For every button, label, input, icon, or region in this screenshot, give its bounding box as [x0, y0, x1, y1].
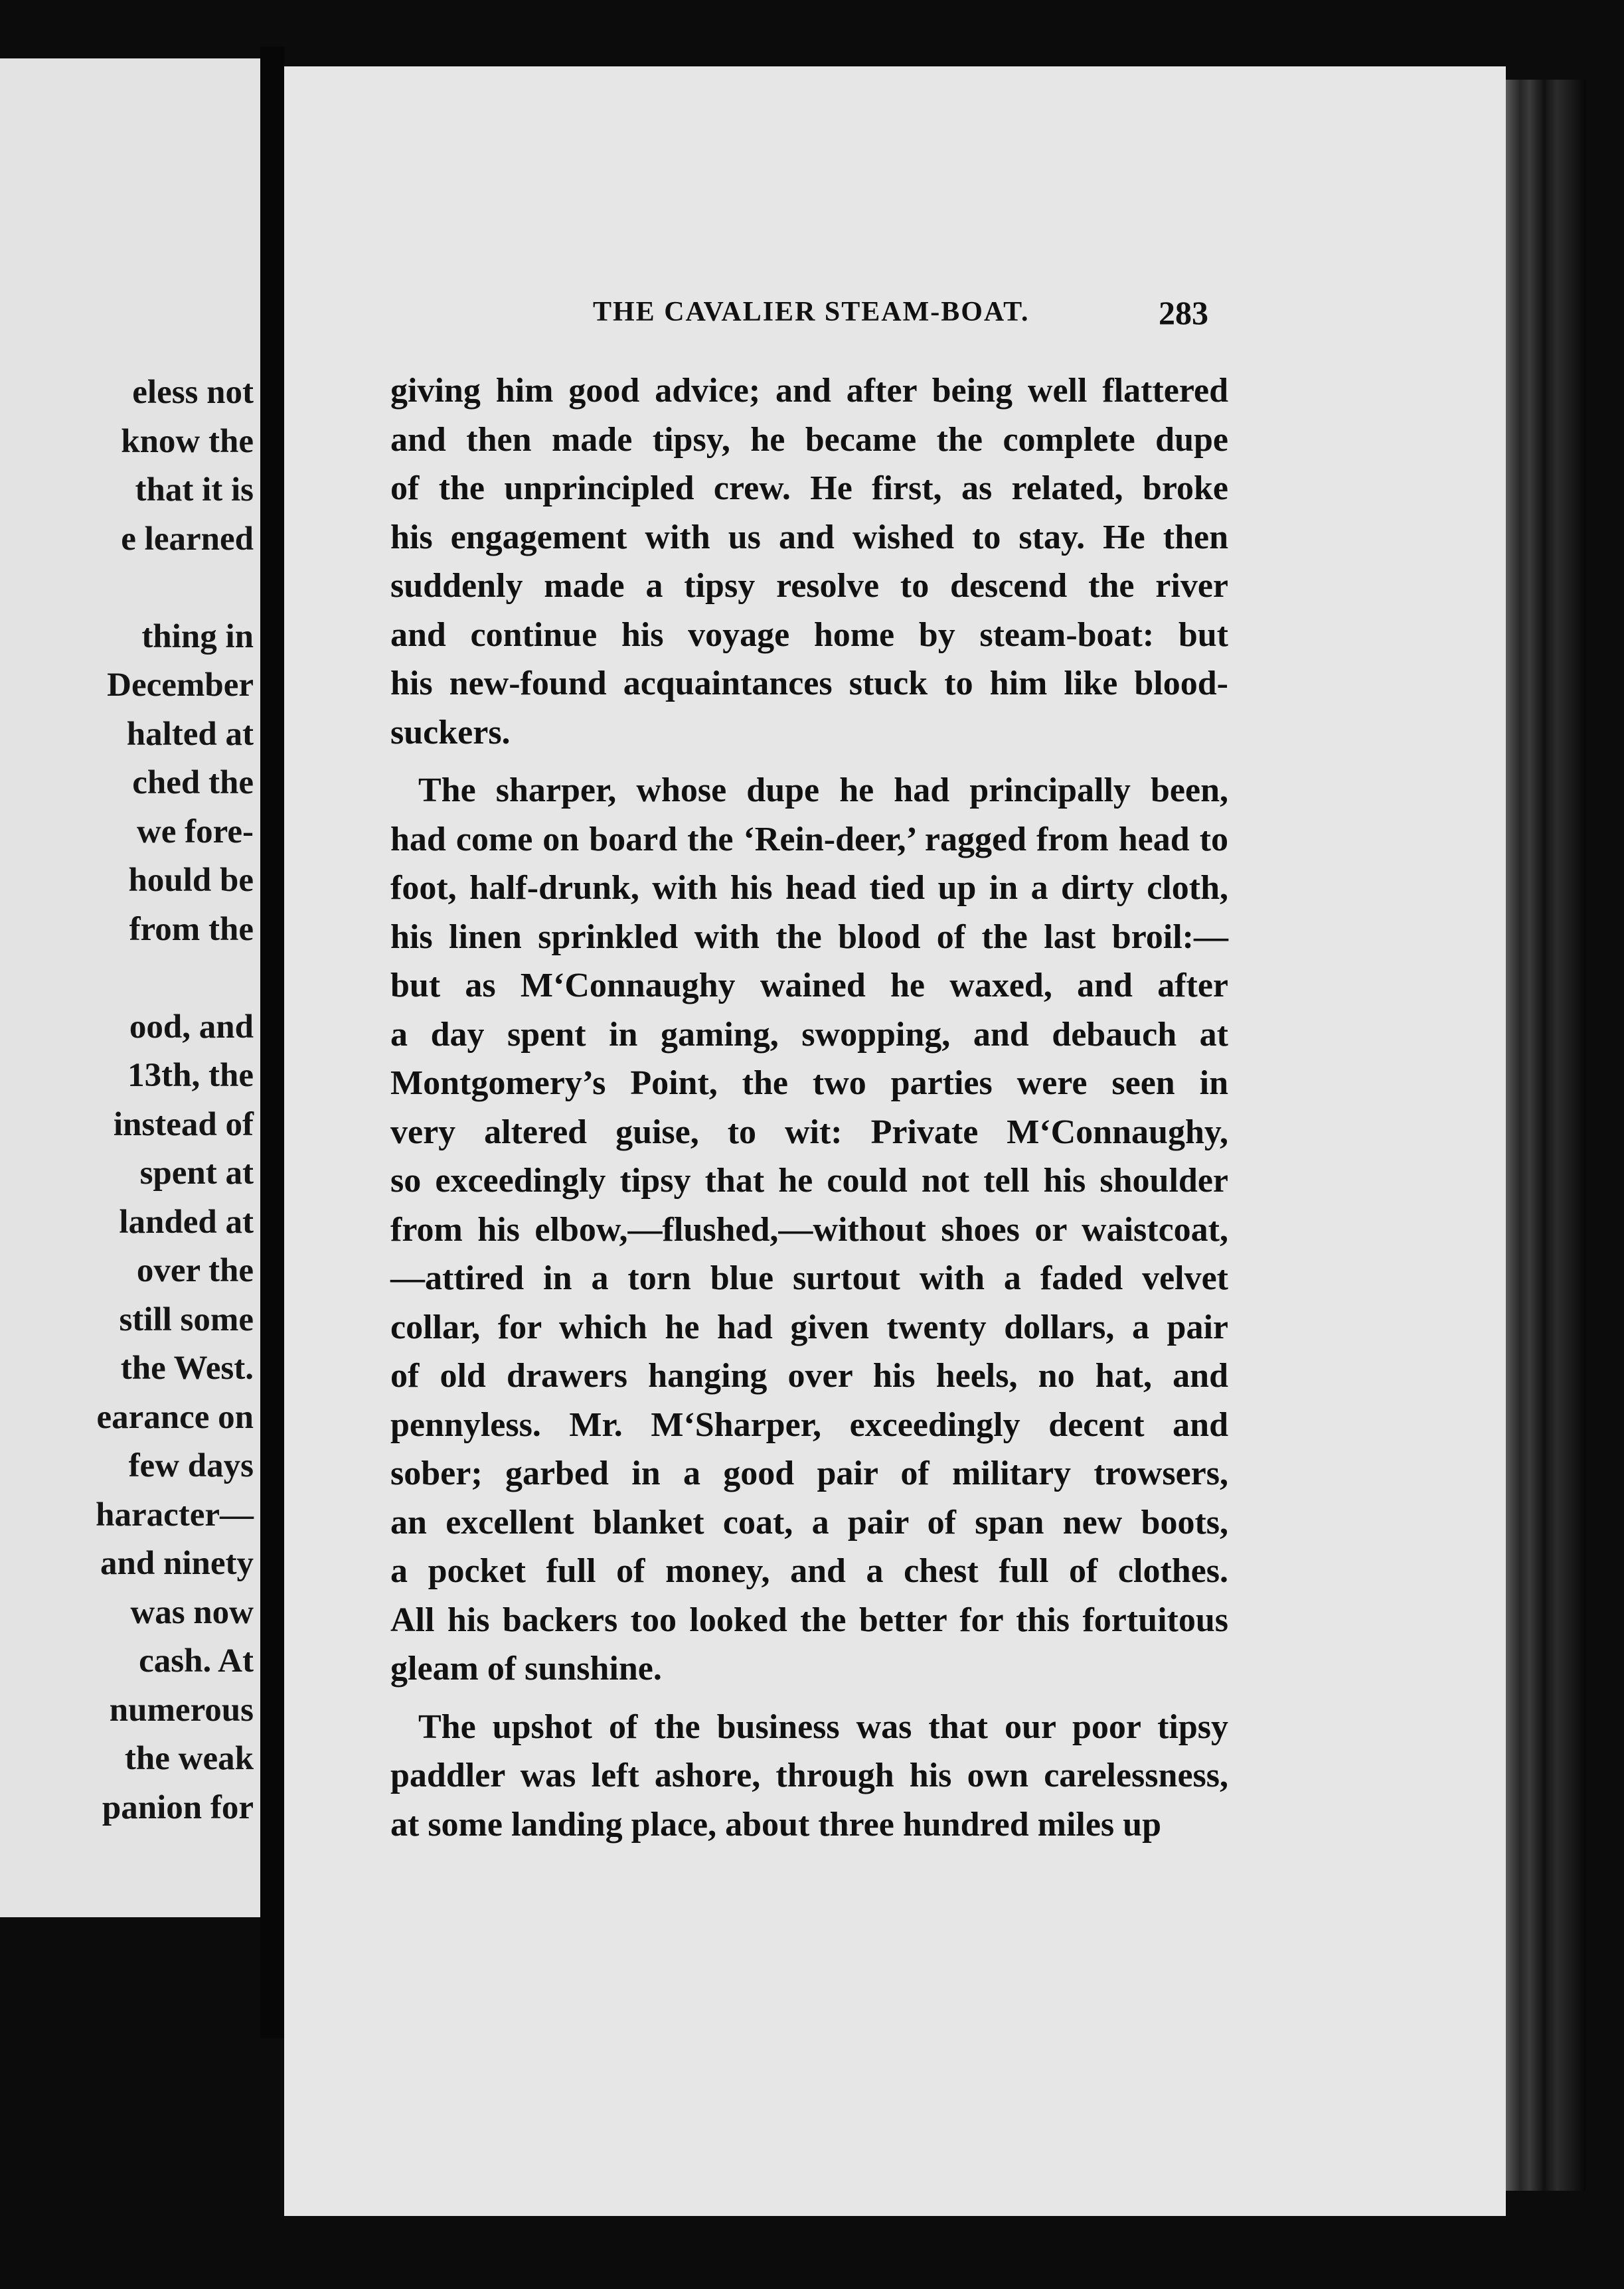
facing-page-line: earance on	[96, 1398, 254, 1436]
facing-page-line: from the	[129, 910, 254, 948]
facing-page-line: ood, and	[129, 1008, 254, 1046]
facing-page-line: we fore-	[136, 813, 254, 850]
text-line: foot, half-drunk, with his head tied up in a dirty cloth,	[390, 869, 1228, 907]
facing-page-line: instead of	[113, 1105, 254, 1143]
text-line: from his elbow,—flushed,—without shoes or waistcoat,	[390, 1210, 1228, 1249]
text-line: of the unprincipled crew. He first, as related, broke	[390, 469, 1228, 507]
facing-page-line: numerous	[109, 1691, 254, 1729]
facing-page-line: panion for	[102, 1788, 254, 1826]
facing-page-line: thing in	[141, 617, 254, 655]
text-line: but as M‘Connaughy wained he waxed, and after	[390, 967, 1228, 1004]
facing-page-line: 13th, the	[127, 1057, 254, 1094]
text-line: Montgomery’s Point, the two parties were seen in	[390, 1064, 1228, 1102]
text-line: giving him good advice; and after being well flattered	[390, 372, 1228, 410]
facing-page-line: December	[107, 667, 254, 704]
text-line: suckers.	[390, 713, 511, 751]
text-line: suddenly made a tipsy resolve to descend the river	[390, 567, 1228, 605]
facing-page-left	[0, 58, 260, 1917]
facing-page-line: that it is	[135, 471, 254, 509]
text-line: a day spent in gaming, swopping, and debauch at	[390, 1015, 1228, 1054]
text-line: sober; garbed in a good pair of military trowsers,	[390, 1455, 1228, 1492]
text-line: his new-found acquaintances stuck to him like blood-	[390, 665, 1228, 702]
facing-page-line: halted at	[126, 715, 254, 753]
text-line: —attired in a torn blue surtout with a faded velvet	[390, 1259, 1228, 1297]
text-line: had come on board the ‘Rein-deer,’ ragged from head to	[390, 820, 1228, 858]
facing-page-line: landed at	[119, 1203, 254, 1241]
facing-page-line: spent at	[139, 1154, 254, 1192]
text-line: and continue his voyage home by steam-boat: but	[390, 615, 1228, 654]
text-line: his engagement with us and wished to stay. He then	[390, 518, 1228, 556]
text-line: collar, for which he had given twenty dollars, a pair	[390, 1308, 1228, 1346]
facing-page-line: the weak	[124, 1740, 254, 1777]
text-line: paddler was left ashore, through his own carelessness,	[390, 1757, 1228, 1794]
paragraph-gap	[390, 1694, 1228, 1703]
text-line: The upshot of the business was that our poor tipsy	[418, 1707, 1228, 1746]
text-line: his linen sprinkled with the blood of the last broil:—	[390, 917, 1228, 956]
facing-page-line: still some	[119, 1301, 254, 1338]
text-line: pennyless. Mr. M‘Sharper, exceedingly decent and	[390, 1405, 1228, 1444]
facing-page-line: eless not	[132, 374, 254, 411]
facing-page-line: and ninety	[100, 1545, 254, 1582]
page-edge-shadow	[1506, 80, 1585, 2191]
facing-page-line: the West.	[120, 1350, 254, 1387]
text-line: gleam of sunshine.	[390, 1650, 662, 1688]
text-line: All his backers too looked the better for this fortuitous	[390, 1601, 1228, 1639]
body-text	[390, 366, 1228, 1849]
book-gutter	[260, 46, 284, 2038]
text-line: a pocket full of money, and a chest full of clothes.	[390, 1552, 1228, 1590]
text-line: The sharper, whose dupe he had principally been,	[418, 771, 1228, 809]
facing-page-line: haracter—	[96, 1496, 254, 1534]
paragraph	[390, 766, 1228, 1694]
running-header-title: THE CAVALIER STEAM-BOAT.	[593, 297, 1030, 327]
text-line: at some landing place, about three hundred miles up	[390, 1805, 1162, 1844]
paragraph	[390, 1703, 1228, 1850]
paragraph	[390, 366, 1228, 757]
text-line: so exceedingly tipsy that he could not tell his shoulder	[390, 1162, 1228, 1200]
facing-page-line: e learned	[121, 520, 254, 558]
facing-page-line: know the	[121, 422, 254, 460]
facing-page-line: ched the	[132, 764, 254, 801]
facing-page-line: over the	[136, 1252, 254, 1289]
text-line: and then made tipsy, he became the complete dupe	[390, 420, 1228, 459]
facing-page-line: was now	[130, 1593, 254, 1631]
text-line: an excellent blanket coat, a pair of span new boots,	[390, 1503, 1228, 1541]
facing-page-line: hould be	[128, 862, 254, 899]
facing-page-line: few days	[128, 1447, 254, 1484]
text-line: very altered guise, to wit: Private M‘Connaughy,	[390, 1113, 1228, 1151]
text-line: of old drawers hanging over his heels, no hat, and	[390, 1357, 1228, 1395]
facing-page-line: cash. At	[139, 1642, 254, 1680]
page-number: 283	[1159, 294, 1208, 331]
paragraph-gap	[390, 757, 1228, 766]
